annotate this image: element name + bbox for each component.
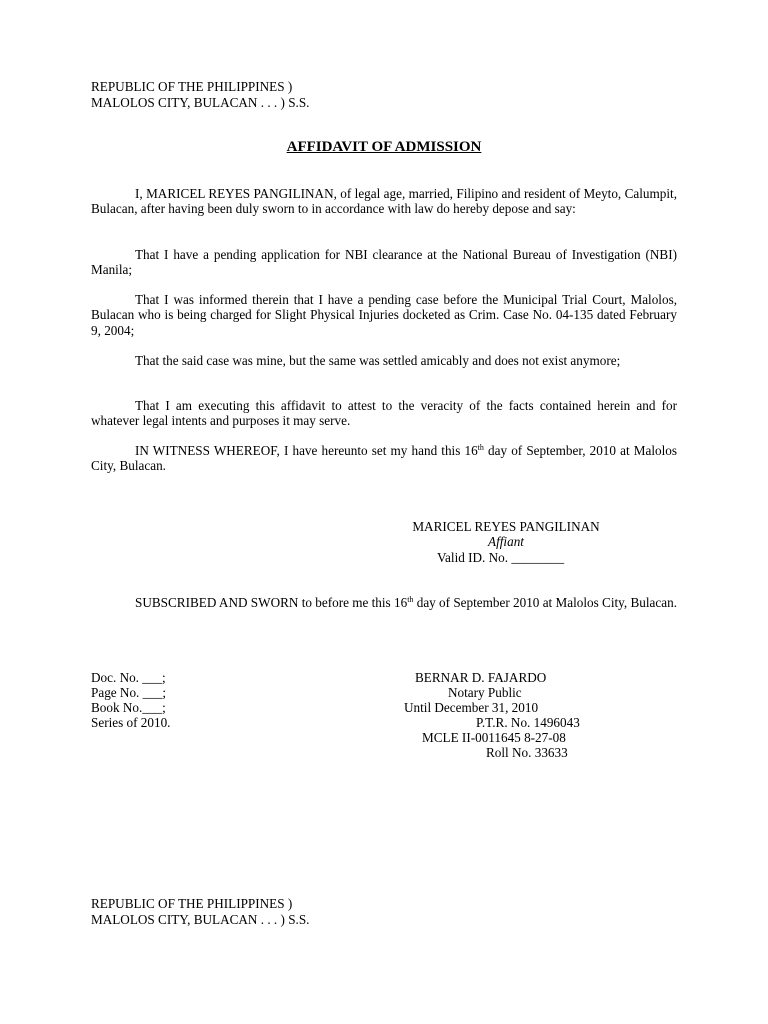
venue-line-1: REPUBLIC OF THE PHILIPPINES ): [91, 79, 293, 94]
affiant-role: Affiant: [488, 534, 524, 549]
affiant-name: MARICEL REYES PANGILINAN: [412, 519, 600, 534]
series-year: Series of 2010.: [91, 715, 171, 730]
witness-text-a: IN WITNESS WHEREOF, I have hereunto set my hand this 16: [135, 443, 478, 458]
notary-mcle: MCLE II-0011645 8-27-08: [422, 730, 566, 745]
notary-commission-until: Until December 31, 2010: [404, 700, 539, 715]
notary-roll-number: Roll No. 33633: [486, 745, 568, 760]
jurat-ordinal-suffix: th: [407, 595, 414, 604]
paragraph-purpose: That I am executing this affidavit to attest to the veracity of the facts contained herein and for whatever legal intents and purposes it may serve.: [91, 398, 677, 429]
document-title: AFFIDAVIT OF ADMISSION: [286, 139, 482, 155]
witness-ordinal-suffix: th: [477, 443, 484, 452]
venue-line-2: MALOLOS CITY, BULACAN . . . ) S.S.: [91, 95, 310, 110]
venue-bottom-line-1: REPUBLIC OF THE PHILIPPINES ): [91, 896, 293, 911]
paragraph-pending-case: That I was informed therein that I have a pending case before the Municipal Trial Court, Malolos, Bulacan who is being charged for Slight Physical Injuries docketed as Crim. Case No. 04-135 dated February 9, 2004;: [91, 292, 677, 338]
venue-bottom-line-2: MALOLOS CITY, BULACAN . . . ) S.S.: [91, 912, 310, 927]
jurat-text-b: day of September 2010 at Malolos City, Bulacan.: [413, 595, 677, 610]
notary-name: BERNAR D. FAJARDO: [415, 670, 547, 685]
doc-number: Doc. No. ___;: [91, 670, 166, 685]
book-number: Book No.___;: [91, 700, 166, 715]
page-number: Page No. ___;: [91, 685, 167, 700]
witness-paragraph: [91, 443, 677, 474]
notary-title: Notary Public: [448, 685, 522, 700]
notary-ptr: P.T.R. No. 1496043: [476, 715, 580, 730]
paragraph-nbi-application: That I have a pending application for NBI clearance at the National Bureau of Investigation (NBI) Manila;: [91, 247, 677, 278]
valid-id-line: Valid ID. No. ________: [437, 550, 565, 565]
paragraph-settled: That the said case was mine, but the same was settled amicably and does not exist anymore;: [135, 353, 621, 368]
jurat-text-a: SUBSCRIBED AND SWORN to before me this 16: [135, 595, 408, 610]
intro-paragraph: I, MARICEL REYES PANGILINAN, of legal age, married, Filipino and resident of Meyto, Calumpit, Bulacan, after having been duly sworn to in accordance with law do hereby depose and say:: [91, 186, 677, 217]
witness-text-b: day of September, 2010 at Malolos City, Bulacan.: [91, 443, 677, 474]
jurat-paragraph: [91, 595, 677, 610]
